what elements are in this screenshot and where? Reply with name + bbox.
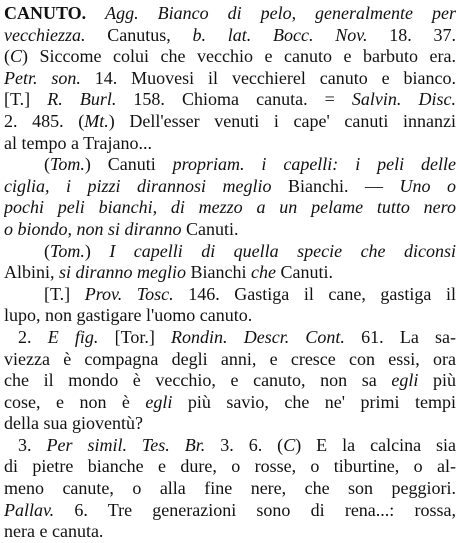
text-run: (	[4, 46, 10, 67]
text-run: meno canute, o alla fine nere, che son peggiori.	[4, 478, 456, 499]
text-run: Tom.	[50, 240, 85, 261]
entry-line	[4, 521, 456, 543]
text-run: ) E la calcina sia	[295, 434, 456, 455]
entry-line	[4, 176, 456, 198]
text-run: ciglia, i pizzi dirannosi meglio	[4, 175, 272, 196]
entry-line	[4, 370, 456, 392]
text-run: Salvin. Disc.	[351, 89, 456, 110]
text-run: b. lat. Bocc. Nov.	[192, 24, 368, 45]
text-run: ) Canuti	[84, 154, 173, 175]
text-run: Pallav.	[4, 499, 55, 520]
text-run: egli	[145, 391, 173, 412]
entry-line	[4, 133, 456, 155]
text-run: (	[44, 240, 50, 261]
text-run: I capelli di quella specie che diconsi	[109, 240, 456, 261]
text-run: nera e canuta.	[4, 521, 104, 542]
text-run: egli	[391, 370, 419, 391]
text-run: cose, e non è	[4, 391, 146, 412]
text-run: (	[44, 154, 50, 175]
text-run: lupo, non gastigare l'uomo canuto.	[4, 305, 253, 326]
entry-line	[4, 305, 456, 327]
entry-line	[4, 456, 456, 478]
entry-line	[4, 413, 456, 435]
text-run: Per simil. Tes. Br.	[46, 434, 206, 455]
entry-line	[4, 500, 456, 522]
text-run: Bianchi. —	[271, 175, 400, 196]
text-run: più	[418, 370, 456, 391]
text-run: 2. 485. (	[4, 110, 85, 131]
entry-line	[4, 46, 456, 68]
text-run: CANUTO.	[4, 3, 87, 23]
entry-line	[4, 284, 456, 306]
entry-line	[4, 219, 456, 241]
entry-line	[4, 68, 456, 90]
text-run: più savio, che ne' primi tempi	[172, 391, 456, 412]
text-run: )	[84, 240, 110, 261]
text-run: Mt.	[84, 110, 109, 131]
text-run: al tempo a Trajano...	[4, 132, 152, 153]
text-run: 2.	[18, 326, 48, 347]
text-run: Albini,	[4, 262, 60, 283]
text-run: ) Siccome colui che vecchio e canuto e barbuto era.	[22, 46, 456, 67]
text-run: Canuti.	[276, 262, 334, 283]
text-run: 14. Muovesi il vecchierel canuto e bianco.	[80, 67, 456, 88]
entry-line	[4, 111, 456, 133]
text-run: E fig.	[47, 326, 99, 347]
text-run: Canutus,	[85, 24, 193, 45]
text-run: propriam. i capelli: i peli delle	[172, 154, 456, 175]
text-run: che il mondo è vecchio, e canuto, non sa	[4, 370, 392, 391]
entry-line	[4, 478, 456, 500]
entry-line	[4, 435, 456, 457]
text-run: 61. La sa-	[344, 326, 456, 347]
text-run: 146. Gastiga il cane, gastiga il	[173, 283, 456, 304]
entry-line	[4, 3, 456, 25]
entry-line	[4, 349, 456, 371]
text-run: Tom.	[50, 154, 85, 175]
text-run: viezza è compagna degli anni, e cresce con essi, ora	[4, 348, 456, 369]
text-run: [Tor.]	[98, 326, 172, 347]
entry-line	[4, 25, 456, 47]
text-run: si diranno meglio	[59, 262, 187, 283]
text-run	[86, 3, 105, 23]
entry-line	[4, 197, 456, 219]
entry-line	[4, 392, 456, 414]
text-run: Rondin. Descr. Cont.	[171, 326, 345, 347]
text-run: C	[10, 46, 23, 67]
text-run: di pietre bianche e dure, o rosse, o tiburtine, o al-	[4, 456, 456, 477]
text-run: Canuti.	[181, 218, 239, 239]
entry-line	[4, 89, 456, 111]
text-run: pochi peli bianchi, di mezzo a un pelame tutto nero	[4, 197, 456, 218]
text-run: [T.]	[4, 89, 48, 110]
entry-line	[4, 327, 456, 349]
text-run: che	[251, 262, 277, 283]
text-run: R. Burl.	[47, 89, 117, 110]
text-run: Uno o	[399, 175, 456, 196]
text-run: 6. Tre generazioni sono di rena...: rossa,	[54, 499, 456, 520]
entry-line	[4, 154, 456, 176]
entry-line	[4, 241, 456, 263]
text-run: 18. 37.	[367, 24, 456, 45]
text-run: vecchiezza.	[4, 24, 86, 45]
text-run: 3.	[18, 434, 47, 455]
text-run: Petr. son.	[4, 67, 81, 88]
entry-line	[4, 262, 456, 284]
text-run: C	[283, 434, 296, 455]
text-run: [T.]	[44, 283, 85, 304]
text-run: o biondo, non si diranno	[4, 218, 182, 239]
text-run: 158. Chioma canuta. =	[116, 89, 352, 110]
text-run: della sua gioventù?	[4, 413, 143, 434]
text-run: ) Dell'esser venuti i cape' canuti innanzi	[108, 110, 456, 131]
text-run: Bianchi	[186, 262, 252, 283]
text-run: Prov. Tosc.	[84, 283, 174, 304]
text-run: 3. 6. (	[205, 434, 284, 455]
text-run: Agg. Bianco di pelo, generalmente per	[105, 3, 456, 23]
